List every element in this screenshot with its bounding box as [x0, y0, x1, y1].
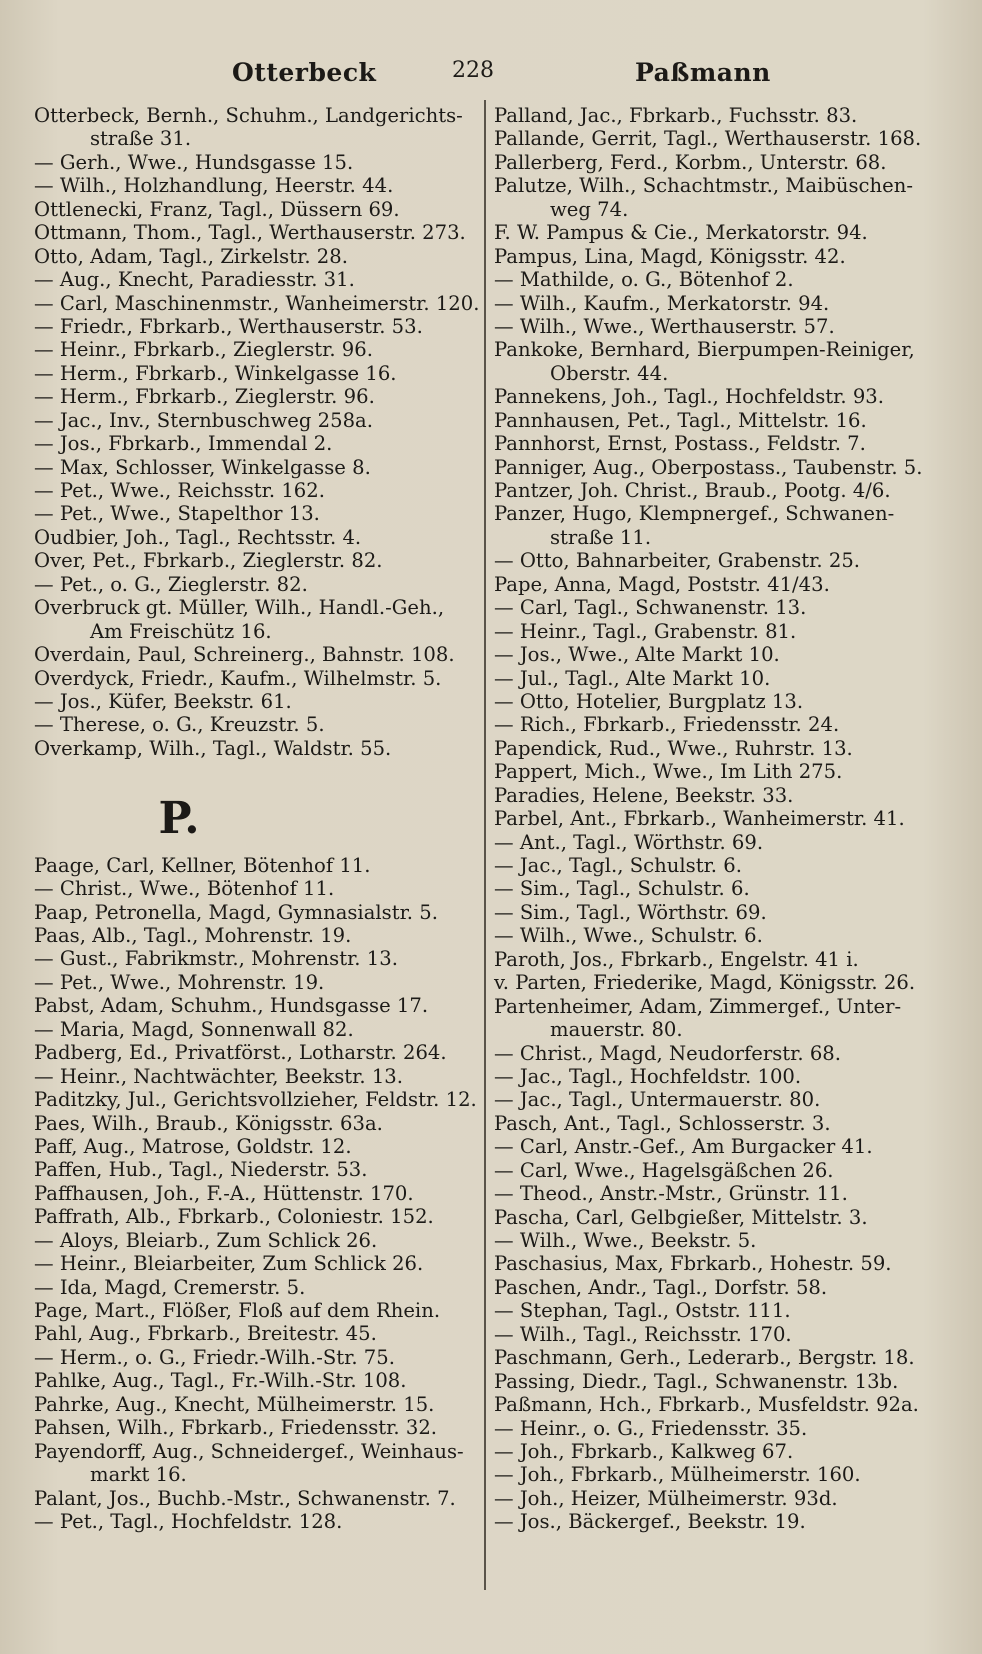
- directory-entry: — Max, Schlosser, Winkelgasse 8.: [34, 455, 371, 479]
- directory-entry: Paschen, Andr., Tagl., Dorfstr. 58.: [494, 1275, 828, 1299]
- directory-entry: — Jos., Wwe., Alte Markt 10.: [494, 643, 780, 667]
- directory-entry: — Wilh., Holzhandlung, Heerstr. 44.: [34, 174, 394, 198]
- directory-entry: — Pet., Tagl., Hochfeldstr. 128.: [34, 1509, 343, 1533]
- directory-entry: Over, Pet., Fbrkarb., Zieglerstr. 82.: [34, 549, 383, 573]
- directory-entry: — Maria, Magd, Sonnenwall 82.: [34, 1017, 354, 1041]
- directory-entry: — Friedr., Fbrkarb., Werthauserstr. 53.: [34, 314, 423, 338]
- directory-entry: Paschasius, Max, Fbrkarb., Hohestr. 59.: [494, 1252, 892, 1276]
- directory-entry: — Heinr., Nachtwächter, Beekstr. 13.: [34, 1064, 403, 1088]
- directory-entry: — Herm., o. G., Friedr.-Wilh.-Str. 75.: [34, 1345, 395, 1369]
- directory-entry: — Otto, Hotelier, Burgplatz 13.: [494, 689, 804, 713]
- directory-entry: Overdain, Paul, Schreinerg., Bahnstr. 108.: [34, 643, 455, 667]
- directory-entry: — Therese, o. G., Kreuzstr. 5.: [34, 713, 325, 737]
- directory-entry: Paroth, Jos., Fbrkarb., Engelstr. 41 i.: [494, 947, 859, 971]
- directory-entry: — Carl, Maschinenmstr., Wanheimerstr. 120.: [34, 291, 480, 315]
- directory-entry: Paffen, Hub., Tagl., Niederstr. 53.: [34, 1158, 368, 1182]
- directory-entry: — Ant., Tagl., Wörthstr. 69.: [494, 830, 764, 854]
- directory-entry: Pahrke, Aug., Knecht, Mülheimerstr. 15.: [34, 1392, 435, 1416]
- directory-entry: Paage, Carl, Kellner, Bötenhof 11.: [34, 853, 371, 877]
- directory-entry: Pallande, Gerrit, Tagl., Werthauserstr. 168.: [494, 127, 922, 151]
- directory-entry: — Carl, Tagl., Schwanenstr. 13.: [494, 596, 807, 620]
- directory-entry: — Jac., Inv., Sternbuschweg 258a.: [34, 408, 373, 432]
- directory-entry: — Ida, Magd, Cremerstr. 5.: [34, 1275, 306, 1299]
- directory-entry: — Mathilde, o. G., Bötenhof 2.: [494, 268, 794, 292]
- directory-entry: Paditzky, Jul., Gerichtsvollzieher, Feldstr. 12.: [34, 1088, 477, 1112]
- directory-entry: Partenheimer, Adam, Zimmergef., Unter-: [494, 994, 902, 1018]
- directory-entry: — Christ., Wwe., Bötenhof 11.: [34, 877, 335, 901]
- directory-entry: Overkamp, Wilh., Tagl., Waldstr. 55.: [34, 736, 392, 760]
- directory-entry: — Aloys, Bleiarb., Zum Schlick 26.: [34, 1228, 378, 1252]
- directory-entry: Overdyck, Friedr., Kaufm., Wilhelmstr. 5.: [34, 666, 442, 690]
- entry-continuation: mauerstr. 80.: [550, 1018, 683, 1042]
- directory-entry: — Herm., Fbrkarb., Winkelgasse 16.: [34, 361, 397, 385]
- entry-continuation: markt 16.: [90, 1463, 187, 1487]
- directory-entry: Overbruck gt. Müller, Wilh., Handl.-Geh.,: [34, 596, 445, 620]
- directory-entry: — Gust., Fabrikmstr., Mohrenstr. 13.: [34, 947, 398, 971]
- directory-entry: — Carl, Wwe., Hagelsgäßchen 26.: [494, 1158, 834, 1182]
- directory-entry: Paas, Alb., Tagl., Mohrenstr. 19.: [34, 924, 352, 947]
- directory-entry: — Wilh., Tagl., Reichsstr. 170.: [494, 1322, 792, 1346]
- directory-entry: — Sim., Tagl., Wörthstr. 69.: [494, 900, 767, 924]
- entry-continuation: weg 74.: [550, 197, 629, 221]
- directory-entry: Palutze, Wilh., Schachtmstr., Maibüschen-: [494, 174, 913, 198]
- directory-entry: — Joh., Fbrkarb., Kalkweg 67.: [494, 1439, 794, 1463]
- directory-entry: — Jos., Küfer, Beekstr. 61.: [34, 689, 292, 713]
- directory-entry: — Aug., Knecht, Paradiesstr. 31.: [34, 268, 355, 292]
- directory-entry: Pahlke, Aug., Tagl., Fr.-Wilh.-Str. 108.: [34, 1369, 407, 1393]
- directory-entry: Pasch, Ant., Tagl., Schlosserstr. 3.: [494, 1111, 831, 1135]
- directory-entry: Pallerberg, Ferd., Korbm., Unterstr. 68.: [494, 150, 887, 174]
- section-letter-heading: P.: [158, 792, 200, 844]
- directory-entry: Pabst, Adam, Schuhm., Hundsgasse 17.: [34, 994, 429, 1018]
- directory-entry: Paap, Petronella, Magd, Gymnasialstr. 5.: [34, 900, 438, 924]
- directory-entry: — Pet., Wwe., Reichsstr. 162.: [34, 479, 325, 502]
- column-divider: [484, 100, 486, 1590]
- directory-entry: Passing, Diedr., Tagl., Schwanenstr. 13b.: [494, 1369, 899, 1393]
- section-spacer: [34, 760, 474, 783]
- directory-entry: Parbel, Ant., Fbrkarb., Wanheimerstr. 41.: [494, 807, 905, 831]
- header-left-catchword: Otterbeck: [232, 58, 377, 87]
- directory-entry: Pappert, Mich., Wwe., Im Lith 275.: [494, 760, 843, 784]
- directory-entry: Panniger, Aug., Oberpostass., Taubenstr. 5.: [494, 455, 923, 479]
- directory-entry: Ottlenecki, Franz, Tagl., Düssern 69.: [34, 197, 400, 221]
- directory-entry: — Jul., Tagl., Alte Markt 10.: [494, 666, 771, 690]
- entry-continuation: straße 11.: [550, 525, 652, 549]
- directory-entry: — Wilh., Wwe., Schulstr. 6.: [494, 924, 763, 948]
- directory-entry: — Heinr., o. G., Friedensstr. 35.: [494, 1416, 808, 1440]
- directory-entry: — Heinr., Fbrkarb., Zieglerstr. 96.: [34, 338, 373, 362]
- directory-entry: — Jac., Tagl., Schulstr. 6.: [494, 854, 742, 877]
- directory-entry: Pannekens, Joh., Tagl., Hochfeldstr. 93.: [494, 385, 884, 409]
- directory-entry: Pankoke, Bernhard, Bierpumpen-Reiniger,: [494, 338, 915, 362]
- directory-entry: — Jos., Fbrkarb., Immendal 2.: [34, 432, 333, 456]
- directory-entry: Oudbier, Joh., Tagl., Rechtsstr. 4.: [34, 525, 362, 549]
- directory-entry: Paes, Wilh., Braub., Königsstr. 63a.: [34, 1111, 383, 1135]
- directory-entry: Paff, Aug., Matrose, Goldstr. 12.: [34, 1134, 352, 1158]
- directory-entry: Pape, Anna, Magd, Poststr. 41/43.: [494, 572, 830, 596]
- directory-entry: Pantzer, Joh. Christ., Braub., Pootg. 4/6.: [494, 479, 891, 502]
- header-right-catchword: Paßmann: [635, 58, 771, 87]
- directory-entry: — Wilh., Wwe., Beekstr. 5.: [494, 1229, 757, 1252]
- directory-entry: — Wilh., Wwe., Werthauserstr. 57.: [494, 314, 835, 338]
- directory-entry: — Jac., Tagl., Untermauerstr. 80.: [494, 1088, 821, 1112]
- directory-entry: — Carl, Anstr.-Gef., Am Burgacker 41.: [494, 1135, 873, 1159]
- directory-entry: Palant, Jos., Buchb.-Mstr., Schwanenstr. 7.: [34, 1486, 456, 1510]
- directory-entry: — Christ., Magd, Neudorferstr. 68.: [494, 1041, 842, 1065]
- left-column: [34, 104, 480, 1533]
- directory-entry: — Wilh., Kaufm., Merkatorstr. 94.: [494, 291, 830, 315]
- directory-entry: Pahl, Aug., Fbrkarb., Breitestr. 45.: [34, 1322, 377, 1346]
- directory-entry: — Stephan, Tagl., Oststr. 111.: [494, 1299, 791, 1323]
- directory-entry: Pannhausen, Pet., Tagl., Mittelstr. 16.: [494, 408, 867, 432]
- directory-entry: F. W. Pampus & Cie., Merkatorstr. 94.: [494, 221, 868, 245]
- entry-continuation: Am Freischütz 16.: [90, 619, 272, 643]
- directory-entry: Ottmann, Thom., Tagl., Werthauserstr. 273.: [34, 221, 466, 245]
- entry-continuation: Oberstr. 44.: [550, 361, 669, 385]
- directory-entry: Otterbeck, Bernh., Schuhm., Landgerichts-: [34, 104, 463, 127]
- directory-entry: Panzer, Hugo, Klempnergef., Schwanen-: [494, 502, 895, 526]
- directory-entry: Pampus, Lina, Magd, Königsstr. 42.: [494, 244, 846, 268]
- directory-entry: Payendorff, Aug., Schneidergef., Weinhaus-: [34, 1439, 464, 1463]
- directory-entry: — Pet., Wwe., Stapelthor 13.: [34, 502, 320, 526]
- directory-entry: Paschmann, Gerh., Lederarb., Bergstr. 18.: [494, 1346, 915, 1370]
- directory-entry: Pascha, Carl, Gelbgießer, Mittelstr. 3.: [494, 1205, 868, 1229]
- directory-entry: — Theod., Anstr.-Mstr., Grünstr. 11.: [494, 1182, 848, 1206]
- directory-entry: Otto, Adam, Tagl., Zirkelstr. 28.: [34, 244, 348, 268]
- directory-entry: — Jos., Bäckergef., Beekstr. 19.: [494, 1510, 806, 1534]
- directory-entry: — Rich., Fbrkarb., Friedensstr. 24.: [494, 713, 840, 737]
- page-number: 228: [452, 58, 494, 83]
- directory-entry: Padberg, Ed., Privatförst., Lotharstr. 264.: [34, 1041, 447, 1065]
- directory-entry: Pahsen, Wilh., Fbrkarb., Friedensstr. 32.: [34, 1416, 438, 1440]
- directory-entry: — Jac., Tagl., Hochfeldstr. 100.: [494, 1064, 802, 1088]
- directory-entry: — Otto, Bahnarbeiter, Grabenstr. 25.: [494, 549, 861, 573]
- directory-entry: — Heinr., Tagl., Grabenstr. 81.: [494, 619, 797, 643]
- directory-entry: — Gerh., Wwe., Hundsgasse 15.: [34, 150, 354, 174]
- page-header: [0, 52, 982, 92]
- right-column: [494, 104, 924, 1534]
- directory-entry: — Joh., Fbrkarb., Mülheimerstr. 160.: [494, 1463, 861, 1487]
- directory-entry: Paradies, Helene, Beekstr. 33.: [494, 783, 794, 807]
- directory-entry: Page, Mart., Flößer, Floß auf dem Rhein.: [34, 1299, 441, 1322]
- directory-entry: — Joh., Heizer, Mülheimerstr. 93d.: [494, 1486, 838, 1510]
- directory-entry: Paffrath, Alb., Fbrkarb., Coloniestr. 152.: [34, 1205, 434, 1229]
- directory-entry: — Sim., Tagl., Schulstr. 6.: [494, 877, 750, 901]
- directory-entry: — Pet., o. G., Zieglerstr. 82.: [34, 572, 308, 596]
- directory-entry: Paffhausen, Joh., F.-A., Hüttenstr. 170.: [34, 1181, 414, 1205]
- directory-entry: v. Parten, Friederike, Magd, Königsstr. 26.: [494, 971, 916, 995]
- directory-entry: Palland, Jac., Fbrkarb., Fuchsstr. 83.: [494, 104, 858, 127]
- directory-entry: — Heinr., Bleiarbeiter, Zum Schlick 26.: [34, 1252, 424, 1276]
- directory-entry: — Herm., Fbrkarb., Zieglerstr. 96.: [34, 385, 375, 409]
- directory-entry: Pannhorst, Ernst, Postass., Feldstr. 7.: [494, 432, 866, 456]
- directory-entry: — Pet., Wwe., Mohrenstr. 19.: [34, 970, 325, 994]
- directory-entry: Papendick, Rud., Wwe., Ruhrstr. 13.: [494, 736, 853, 760]
- entry-continuation: straße 31.: [90, 127, 192, 151]
- directory-entry: Paßmann, Hch., Fbrkarb., Musfeldstr. 92a.: [494, 1393, 919, 1417]
